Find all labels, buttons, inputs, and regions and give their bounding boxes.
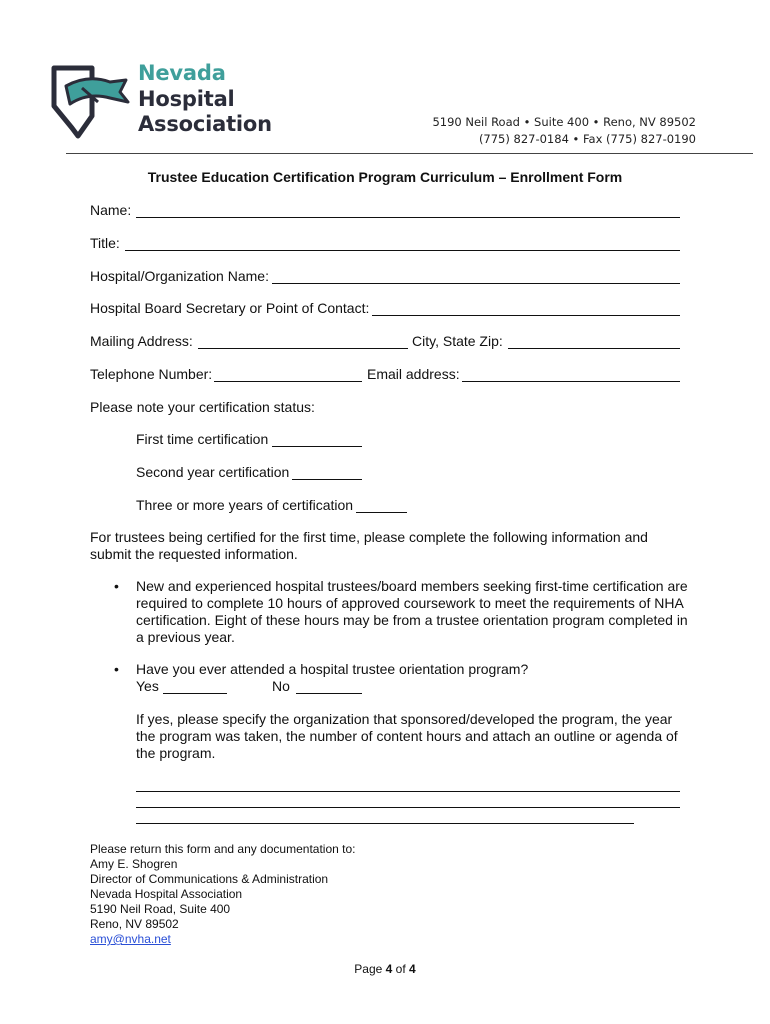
city-state-zip-field[interactable] <box>508 348 680 349</box>
page-current: 4 <box>385 962 393 976</box>
page-total: 4 <box>409 962 416 976</box>
mailing-address-label: Mailing Address: <box>90 333 193 349</box>
header-address: 5190 Neil Road • Suite 400 • Reno, NV 89502 <box>432 115 696 129</box>
certification-status-prompt: Please note your certification status: <box>90 399 315 415</box>
status-second-field[interactable] <box>292 479 362 480</box>
brand-name-line2: Hospital <box>138 87 235 111</box>
header-divider <box>66 153 753 154</box>
no-field[interactable] <box>296 693 362 694</box>
contact-name: Amy E. Shogren <box>90 857 178 871</box>
yes-field[interactable] <box>163 693 227 694</box>
hospital-label: Hospital/Organization Name: <box>90 268 269 284</box>
contact-email-row <box>90 932 171 947</box>
mailing-address-field[interactable] <box>198 348 408 349</box>
status-three-field[interactable] <box>356 512 407 513</box>
nha-logo-icon <box>48 58 132 140</box>
page-prefix: Page <box>354 962 383 976</box>
no-label: No <box>272 678 290 694</box>
status-three-label: Three or more years of certification <box>136 497 354 513</box>
status-first-field[interactable] <box>272 446 362 447</box>
return-instructions: Please return this form and any documentation to: <box>90 842 356 856</box>
bullet-icon: • <box>114 578 119 594</box>
form-title: Trustee Education Certification Program Curriculum – Enrollment Form <box>147 169 623 185</box>
brand-name-line3: Association <box>138 112 272 136</box>
header-phone-fax: (775) 827-0184 • Fax (775) 827-0190 <box>478 132 696 146</box>
email-label: Email address: <box>367 366 460 382</box>
orientation-question: Have you ever attended a hospital trustee orientation program? <box>136 661 529 677</box>
first-time-intro: For trustees being certified for the first time, please complete the following information and submit the requested information. <box>90 529 648 562</box>
telephone-label: Telephone Number: <box>90 366 213 382</box>
city-state-zip-label: City, State Zip: <box>412 333 503 349</box>
status-second-label: Second year certification <box>136 464 290 480</box>
title-field-label: Title: <box>90 235 120 251</box>
contact-email-link[interactable]: amy@nvha.net <box>90 932 171 946</box>
bullet-coursework-requirement: New and experienced hospital trustees/board members seeking first-time certification are required to complete 10 hours of approved coursework to meet the requirements of NHA certification. Eight of these hours may be from a trustee orientation program completed in a previous year. <box>136 578 688 645</box>
response-line-1[interactable] <box>136 791 680 792</box>
bullet-icon: • <box>114 661 119 677</box>
email-field[interactable] <box>462 381 680 382</box>
contact-title: Director of Communications & Administration <box>90 872 329 886</box>
contact-street: 5190 Neil Road, Suite 400 <box>90 902 231 916</box>
response-line-3[interactable] <box>136 823 634 824</box>
page-of: of <box>395 962 406 976</box>
name-label: Name: <box>90 202 132 218</box>
yes-label: Yes <box>136 678 159 694</box>
telephone-field[interactable] <box>214 381 362 382</box>
response-line-2[interactable] <box>136 807 680 808</box>
secretary-field[interactable] <box>372 315 680 316</box>
status-first-label: First time certification <box>136 431 269 447</box>
name-field[interactable] <box>136 217 680 218</box>
page-indicator <box>0 962 770 976</box>
secretary-label: Hospital Board Secretary or Point of Contact: <box>90 300 370 316</box>
title-field[interactable] <box>125 250 680 251</box>
brand-name-line1: Nevada <box>138 61 226 85</box>
if-yes-instructions: If yes, please specify the organization that sponsored/developed the program, the year the program was taken, the number of content hours and attach an outline or agenda of the program. <box>136 711 678 761</box>
contact-organization: Nevada Hospital Association <box>90 887 243 901</box>
hospital-field[interactable] <box>272 283 680 284</box>
contact-city: Reno, NV 89502 <box>90 917 179 931</box>
